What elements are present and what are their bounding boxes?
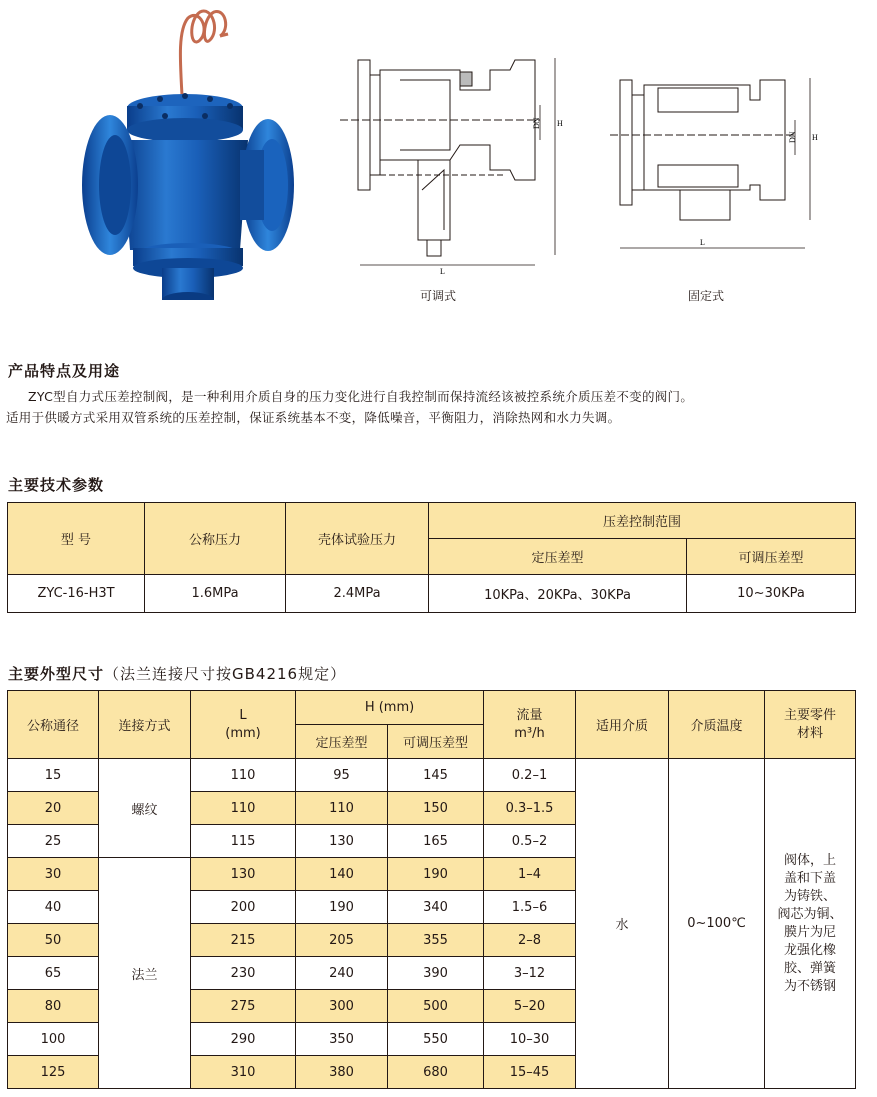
cell-h-fixed: 110 <box>296 792 388 825</box>
dim-label-h: H <box>557 119 563 128</box>
cell-h-fixed: 95 <box>296 759 388 792</box>
dim-label-l: L <box>440 267 445 276</box>
cell-flow: 2–8 <box>484 924 576 957</box>
valve-photo <box>60 0 300 300</box>
cell-flow: 1.5–6 <box>484 891 576 924</box>
cell-dn: 15 <box>8 759 99 792</box>
th-model: 型 号 <box>8 503 145 575</box>
cell-h-adj: 150 <box>388 792 484 825</box>
cell-dn: 125 <box>8 1056 99 1089</box>
features-heading: 产品特点及用途 <box>8 362 121 380</box>
cell-flow: 10–30 <box>484 1023 576 1056</box>
cell-medium: 水 <box>576 759 669 1089</box>
dims-table <box>7 690 856 1089</box>
dim-label-dn-fixed: DN <box>788 131 797 143</box>
cell-dn: 25 <box>8 825 99 858</box>
cell-h-fixed: 205 <box>296 924 388 957</box>
cell-flow: 3–12 <box>484 957 576 990</box>
cell-dn: 40 <box>8 891 99 924</box>
cell-flow: 15–45 <box>484 1056 576 1089</box>
caption-adjustable: 可调式 <box>420 289 457 303</box>
cell-l: 230 <box>191 957 296 990</box>
th-parts-line2: 材料 <box>797 725 824 741</box>
materials-line: 为铸铁、 <box>784 888 837 904</box>
th-adjustable: 可调压差型 <box>687 539 856 575</box>
cell-h-adj: 355 <box>388 924 484 957</box>
th-parts <box>765 691 856 759</box>
cell-l: 200 <box>191 891 296 924</box>
dims-heading <box>8 663 346 684</box>
th-h: H (mm) <box>296 691 484 725</box>
th-medium: 适用介质 <box>576 691 669 759</box>
th-flow-unit: m³/h <box>514 725 545 741</box>
th-conn: 连接方式 <box>99 691 191 759</box>
cell-h-adj: 190 <box>388 858 484 891</box>
th-fixed: 定压差型 <box>429 539 687 575</box>
cell-h-adj: 340 <box>388 891 484 924</box>
th-l-label: L <box>239 707 247 723</box>
cell-conn-thread: 螺纹 <box>99 759 191 858</box>
cell-temp: 0~100℃ <box>669 759 765 1089</box>
cell-dn: 100 <box>8 1023 99 1056</box>
cell-l: 110 <box>191 759 296 792</box>
dim-label-h-fixed: H <box>812 133 818 142</box>
table-row <box>8 759 856 792</box>
dims-heading-title: 主要外型尺寸 <box>8 665 105 683</box>
th-nominal-pressure: 公称压力 <box>145 503 286 575</box>
caption-fixed: 固定式 <box>688 289 725 303</box>
materials-line: 阀体，上 <box>784 852 837 868</box>
table-row <box>8 575 856 613</box>
cell-h-adj: 165 <box>388 825 484 858</box>
features-line-1: ZYC型自力式压差控制阀，是一种利用介质自身的压力变化进行自我控制而保持流经该被控系统介质压差不变的阀门。 <box>28 389 694 404</box>
cell-flow: 1–4 <box>484 858 576 891</box>
tech-heading: 主要技术参数 <box>8 476 105 494</box>
materials-line: 为不锈钢 <box>784 978 837 994</box>
materials-line: 膜片为尼 <box>784 924 837 940</box>
cell-h-fixed: 190 <box>296 891 388 924</box>
cell-flow: 0.5–2 <box>484 825 576 858</box>
th-flow <box>484 691 576 759</box>
cell-test-pressure: 2.4MPa <box>286 575 429 613</box>
materials-line: 阀芯为铜、 <box>777 906 843 922</box>
cell-l: 290 <box>191 1023 296 1056</box>
cell-h-fixed: 300 <box>296 990 388 1023</box>
cell-h-fixed: 380 <box>296 1056 388 1089</box>
th-h-fixed: 定压差型 <box>296 725 388 759</box>
cell-nominal-pressure: 1.6MPa <box>145 575 286 613</box>
cell-h-adj: 500 <box>388 990 484 1023</box>
cell-dn: 30 <box>8 858 99 891</box>
materials-line: 盖和下盖 <box>784 870 837 886</box>
cell-l: 110 <box>191 792 296 825</box>
drawing-fixed <box>610 70 830 270</box>
cell-flow: 0.2–1 <box>484 759 576 792</box>
cell-h-adj: 390 <box>388 957 484 990</box>
th-l-unit: (mm) <box>225 725 261 741</box>
dim-label-dn: DN <box>532 117 541 129</box>
th-temp: 介质温度 <box>669 691 765 759</box>
tech-table <box>7 502 856 613</box>
cell-l: 310 <box>191 1056 296 1089</box>
th-range: 压差控制范围 <box>429 503 856 539</box>
th-flow-label: 流量 <box>516 707 543 723</box>
cell-model: ZYC-16-H3T <box>8 575 145 613</box>
cell-l: 215 <box>191 924 296 957</box>
cell-h-adj: 145 <box>388 759 484 792</box>
cell-dn: 65 <box>8 957 99 990</box>
th-parts-line1: 主要零件 <box>784 707 837 723</box>
cell-flow: 0.3–1.5 <box>484 792 576 825</box>
dim-label-l-fixed: L <box>700 238 705 247</box>
cell-h-fixed: 350 <box>296 1023 388 1056</box>
cell-h-fixed: 240 <box>296 957 388 990</box>
cell-h-adj: 550 <box>388 1023 484 1056</box>
cell-l: 275 <box>191 990 296 1023</box>
cell-materials <box>765 759 856 1089</box>
cell-l: 115 <box>191 825 296 858</box>
features-line-2: 适用于供暖方式采用双管系统的压差控制，保证系统基本不变，降低噪音，平衡阻力，消除热网和水力失调。 <box>6 410 621 425</box>
cell-dn: 20 <box>8 792 99 825</box>
cell-conn-flange: 法兰 <box>99 858 191 1089</box>
materials-line: 龙强化橡 <box>784 942 837 958</box>
cell-dn: 80 <box>8 990 99 1023</box>
dims-heading-note: （法兰连接尺寸按GB4216规定） <box>104 665 347 683</box>
cell-h-fixed: 140 <box>296 858 388 891</box>
cell-flow: 5–20 <box>484 990 576 1023</box>
th-h-adj: 可调压差型 <box>388 725 484 759</box>
cell-l: 130 <box>191 858 296 891</box>
cell-h-fixed: 130 <box>296 825 388 858</box>
cell-fixed: 10KPa、20KPa、30KPa <box>429 575 687 613</box>
drawing-adjustable <box>340 50 580 280</box>
materials-line: 胶、弹簧 <box>784 960 837 976</box>
th-dn: 公称通径 <box>8 691 99 759</box>
cell-dn: 50 <box>8 924 99 957</box>
cell-h-adj: 680 <box>388 1056 484 1089</box>
th-test-pressure: 壳体试验压力 <box>286 503 429 575</box>
th-l <box>191 691 296 759</box>
cell-adjustable: 10~30KPa <box>687 575 856 613</box>
